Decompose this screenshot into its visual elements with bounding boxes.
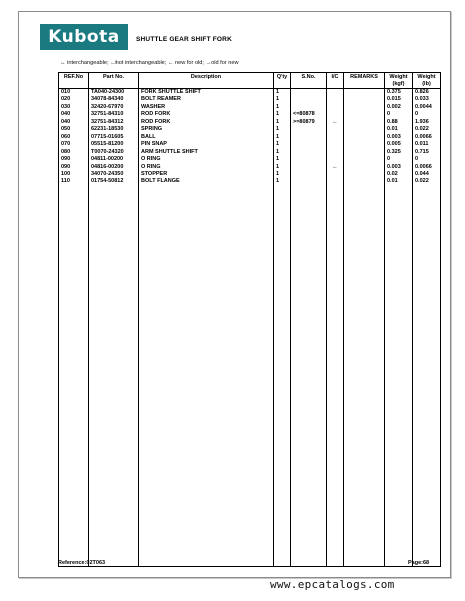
filler-cell (59, 186, 89, 567)
cell-description: O RING (139, 164, 274, 171)
cell-ref-no: 070 (59, 141, 89, 148)
cell-qty: 1 (274, 134, 291, 141)
cell-weight-kgf: 0.003 (385, 134, 413, 141)
cell-qty: 1 (274, 149, 291, 156)
cell-ref-no: 060 (59, 134, 89, 141)
cell-part-no: 04811-00200 (89, 156, 139, 163)
cell-qty: 1 (274, 141, 291, 148)
cell-serial-no (291, 164, 327, 171)
filler-cell (274, 186, 291, 567)
cell-remarks (344, 89, 385, 97)
cell-serial-no (291, 141, 327, 148)
col-header-qty: Q'ty (274, 73, 291, 89)
cell-interchange: ← (327, 119, 344, 126)
cell-serial-no: >=80879 (291, 119, 327, 126)
col-header-weight-kgf: Weight (kgf) (385, 73, 413, 89)
cell-qty: 1 (274, 89, 291, 97)
col-header-description: Description (139, 73, 274, 89)
table-row (59, 178, 441, 185)
interchangeability-legend: ↔ interchangeable; ↚not interchangeable; ← new for old; →old for new (60, 60, 239, 66)
col-header-part-no: Part No. (89, 73, 139, 89)
col-header-ic: I/C (327, 73, 344, 89)
cell-remarks (344, 96, 385, 103)
cell-interchange: ← (327, 164, 344, 171)
cell-weight-lb: 0.715 (413, 149, 441, 156)
cell-weight-kgf: 0.02 (385, 171, 413, 178)
cell-weight-lb: 0.022 (413, 126, 441, 133)
cell-weight-lb: 0.011 (413, 141, 441, 148)
cell-ref-no: 030 (59, 104, 89, 111)
cell-description: ROD FORK (139, 119, 274, 126)
cell-weight-lb: 0.0044 (413, 104, 441, 111)
site-watermark: www.epcatalogs.com (270, 578, 395, 591)
cell-serial-no (291, 171, 327, 178)
cell-part-no: 34078-84340 (89, 96, 139, 103)
table-row (59, 119, 441, 126)
cell-interchange (327, 134, 344, 141)
cell-remarks (344, 164, 385, 171)
cell-qty: 1 (274, 119, 291, 126)
cell-description: BALL (139, 134, 274, 141)
cell-description: ROD FORK (139, 111, 274, 118)
cell-remarks (344, 126, 385, 133)
cell-remarks (344, 178, 385, 185)
cell-qty: 1 (274, 104, 291, 111)
cell-part-no: 32420-67970 (89, 104, 139, 111)
cell-interchange (327, 156, 344, 163)
cell-interchange (327, 111, 344, 118)
table-row (59, 156, 441, 163)
parts-table (58, 72, 441, 567)
cell-ref-no: 080 (59, 149, 89, 156)
cell-weight-kgf: 0 (385, 156, 413, 163)
cell-remarks (344, 104, 385, 111)
cell-weight-lb: 0.0066 (413, 164, 441, 171)
table-row (59, 134, 441, 141)
cell-serial-no (291, 149, 327, 156)
table-header-row (59, 73, 441, 89)
cell-weight-lb: 0.033 (413, 96, 441, 103)
cell-part-no: 32751-84312 (89, 119, 139, 126)
cell-weight-kgf: 0.015 (385, 96, 413, 103)
cell-weight-lb: 0 (413, 156, 441, 163)
cell-qty: 1 (274, 111, 291, 118)
cell-weight-lb: 0.826 (413, 89, 441, 97)
cell-ref-no: 040 (59, 111, 89, 118)
cell-remarks (344, 156, 385, 163)
filler-cell (413, 186, 441, 567)
table-row (59, 89, 441, 97)
cell-description: STOPPER (139, 171, 274, 178)
cell-interchange (327, 89, 344, 97)
cell-qty: 1 (274, 178, 291, 185)
cell-weight-kgf: 0.003 (385, 164, 413, 171)
cell-serial-no (291, 96, 327, 103)
cell-description: PIN SNAP (139, 141, 274, 148)
cell-description: WASHER (139, 104, 274, 111)
cell-interchange (327, 141, 344, 148)
logo-text: Kubota (48, 27, 120, 47)
cell-weight-kgf: 0.002 (385, 104, 413, 111)
cell-remarks (344, 149, 385, 156)
cell-part-no: TA040-24300 (89, 89, 139, 97)
cell-part-no: 34070-24350 (89, 171, 139, 178)
cell-interchange (327, 104, 344, 111)
page-title: SHUTTLE GEAR SHIFT FORK (136, 36, 232, 43)
cell-description: FORK SHUTTLE SHIFT (139, 89, 274, 97)
cell-qty: 1 (274, 96, 291, 103)
cell-serial-no (291, 89, 327, 97)
table-row (59, 111, 441, 118)
cell-part-no: 62231-18530 (89, 126, 139, 133)
cell-weight-lb: 1.936 (413, 119, 441, 126)
cell-interchange (327, 149, 344, 156)
cell-ref-no: 050 (59, 126, 89, 133)
filler-cell (291, 186, 327, 567)
cell-serial-no: <=80878 (291, 111, 327, 118)
cell-part-no: 05515-81200 (89, 141, 139, 148)
cell-interchange (327, 96, 344, 103)
cell-ref-no: 010 (59, 89, 89, 97)
cell-part-no: 01754-50812 (89, 178, 139, 185)
cell-ref-no: 090 (59, 164, 89, 171)
cell-ref-no: 100 (59, 171, 89, 178)
cell-weight-kgf: 0.88 (385, 119, 413, 126)
cell-weight-kgf: 0 (385, 111, 413, 118)
kubota-logo (40, 24, 128, 50)
cell-ref-no: 090 (59, 156, 89, 163)
cell-serial-no (291, 104, 327, 111)
cell-qty: 1 (274, 171, 291, 178)
page-number: Page:68 (408, 560, 430, 566)
cell-part-no: 07715-01605 (89, 134, 139, 141)
cell-interchange (327, 126, 344, 133)
cell-description: ARM SHUTTLE SHIFT (139, 149, 274, 156)
table-row (59, 149, 441, 156)
cell-ref-no: 040 (59, 119, 89, 126)
cell-weight-kgf: 0.01 (385, 178, 413, 185)
cell-qty: 1 (274, 156, 291, 163)
cell-weight-kgf: 0.005 (385, 141, 413, 148)
cell-description: SPRING (139, 126, 274, 133)
cell-part-no: 04816-00200 (89, 164, 139, 171)
table-row (59, 126, 441, 133)
table-row (59, 104, 441, 111)
cell-description: BOLT REAMER (139, 96, 274, 103)
col-header-serial-no: S.No. (291, 73, 327, 89)
filler-cell (327, 186, 344, 567)
table-row (59, 164, 441, 171)
table-row (59, 141, 441, 148)
filler-cell (385, 186, 413, 567)
cell-weight-lb: 0.044 (413, 171, 441, 178)
cell-weight-lb: 0.022 (413, 178, 441, 185)
cell-remarks (344, 111, 385, 118)
col-header-weight-lb: Weight (lb) (413, 73, 441, 89)
cell-remarks (344, 134, 385, 141)
cell-serial-no (291, 126, 327, 133)
cell-description: BOLT FLANGE (139, 178, 274, 185)
cell-part-no: 32751-84310 (89, 111, 139, 118)
cell-serial-no (291, 134, 327, 141)
filler-cell (344, 186, 385, 567)
cell-ref-no: 020 (59, 96, 89, 103)
reference-code: Reference:02T063 (58, 560, 106, 566)
cell-part-no: T0070-24320 (89, 149, 139, 156)
cell-weight-lb: 0.0066 (413, 134, 441, 141)
col-header-remarks: REMARKS (344, 73, 385, 89)
parts-table-body (59, 89, 441, 567)
cell-remarks (344, 119, 385, 126)
cell-serial-no (291, 178, 327, 185)
cell-ref-no: 110 (59, 178, 89, 185)
cell-description: O RING (139, 156, 274, 163)
cell-weight-kgf: 0.01 (385, 126, 413, 133)
cell-serial-no (291, 156, 327, 163)
col-header-ref: REF.No (59, 73, 89, 89)
cell-remarks (344, 141, 385, 148)
cell-qty: 1 (274, 126, 291, 133)
table-row (59, 171, 441, 178)
cell-qty: 1 (274, 164, 291, 171)
cell-interchange (327, 171, 344, 178)
table-row (59, 96, 441, 103)
cell-weight-lb: 0 (413, 111, 441, 118)
filler-cell (139, 186, 274, 567)
cell-weight-kgf: 0.325 (385, 149, 413, 156)
cell-remarks (344, 171, 385, 178)
cell-weight-kgf: 0.375 (385, 89, 413, 97)
cell-interchange (327, 178, 344, 185)
table-filler-row (59, 186, 441, 567)
filler-cell (89, 186, 139, 567)
